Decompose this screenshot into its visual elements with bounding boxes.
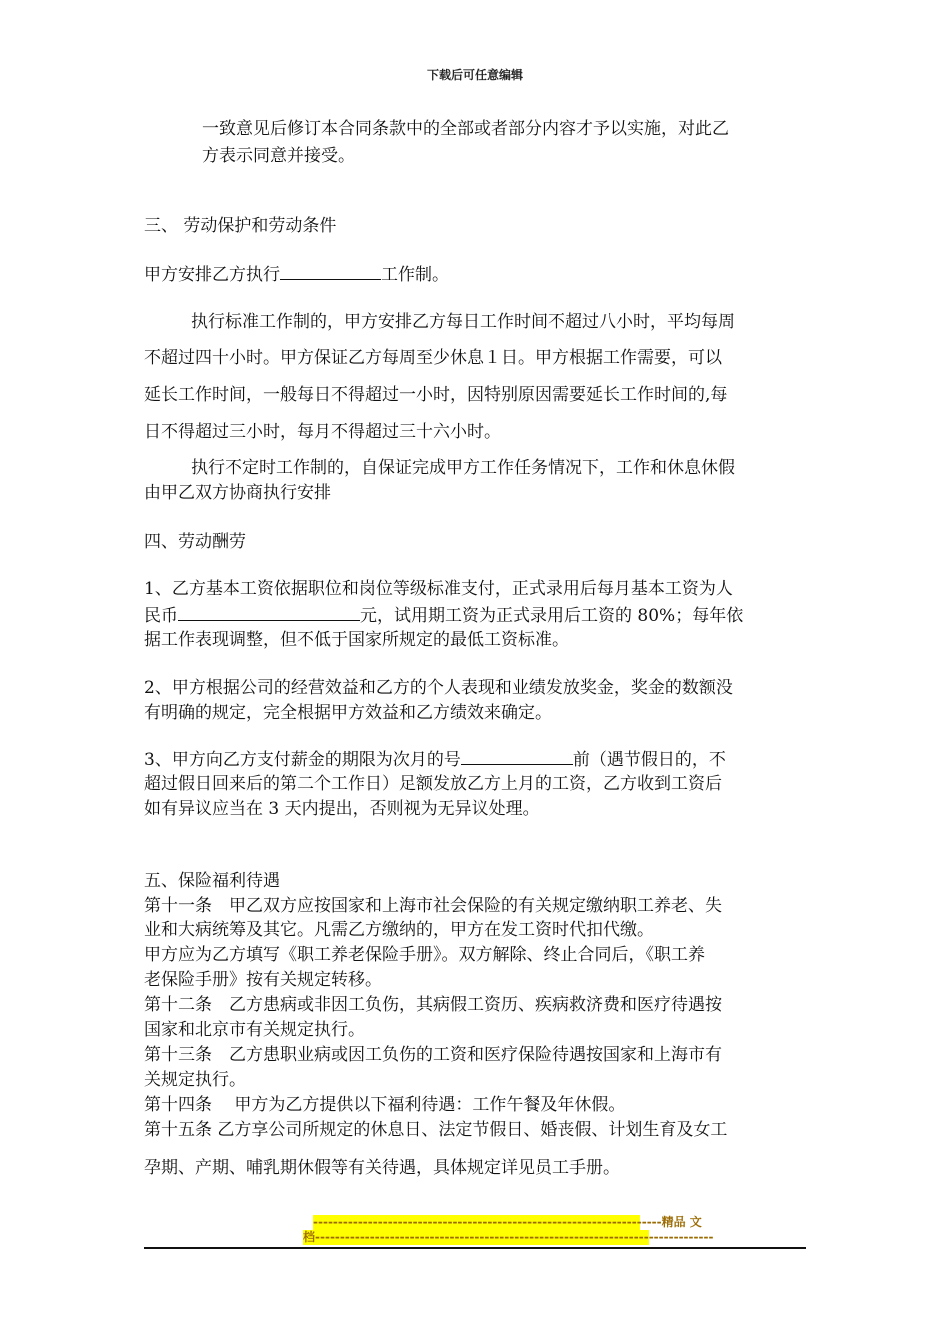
section-heading: 三、 劳动保护和劳动条件 — [144, 216, 337, 236]
paragraph-line: 执行标准工作制的，甲方安排乙方每日工作时间不超过八小时，平均每周 — [191, 312, 735, 332]
paragraph-line: 甲方应为乙方填写《职工养老保险手册》。双方解除、终止合同后，《职工养 — [144, 945, 705, 965]
paragraph-line: 如有异议应当在 3 天内提出，否则视为无异议处理。 — [144, 799, 540, 819]
paragraph-line: 国家和北京市有关规定执行。 — [144, 1020, 365, 1040]
line-text: 3、甲方向乙方支付薪金的期限为次月的号 — [144, 750, 461, 770]
paragraph-line: 有明确的规定，完全根据甲方效益和乙方绩效来确定。 — [144, 703, 552, 723]
fill-in-blank — [280, 262, 381, 280]
fill-in-blank — [178, 603, 360, 621]
section-heading: 四、劳动酬劳 — [144, 532, 246, 552]
line-text: 甲方安排乙方执行 — [144, 265, 280, 285]
paragraph-line: 由甲乙双方协商执行安排 — [144, 483, 331, 503]
paragraph-line: 方表示同意并接受。 — [202, 146, 355, 166]
fill-in-blank — [461, 747, 573, 765]
section-heading: 五、保险福利待遇 — [144, 871, 280, 891]
line-text: 元，试用期工资为正式录用后工资的 80%；每年依 — [360, 606, 744, 626]
line-text: 前（遇节假日的，不 — [572, 750, 726, 770]
paragraph-line: 第十一条 甲乙双方应按国家和上海市社会保险的有关规定缴纳职工养老、失 — [144, 896, 722, 916]
paragraph-line: 一致意见后修订本合同条款中的全部或者部分内容才予以实施，对此乙 — [202, 119, 729, 139]
paragraph-line — [144, 747, 726, 773]
paragraph-line — [144, 262, 449, 288]
line-text: 工作制。 — [381, 265, 449, 285]
paragraph-line: 关规定执行。 — [144, 1070, 246, 1090]
line-text: 民币 — [144, 606, 178, 626]
footer-watermark-line: ----------------------------------------------------------------------精品 文 — [313, 1215, 702, 1229]
paragraph-line: 超过假日回来后的第二个工作日）足额发放乙方上月的工资，乙方收到工资后 — [144, 774, 722, 794]
paragraph-line: 执行不定时工作制的，自保证完成甲方工作任务情况下，工作和休息休假 — [191, 458, 735, 478]
paragraph-line: 第十三条 乙方患职业病或因工负伤的工资和医疗保险待遇按国家和上海市有 — [144, 1045, 722, 1065]
paragraph-line: 延长工作时间，一般每日不得超过一小时，因特别原因需要延长工作时间的,每 — [144, 385, 728, 405]
paragraph-line: 孕期、产期、哺乳期休假等有关待遇，具体规定详见员工手册。 — [144, 1158, 620, 1178]
paragraph-line: 业和大病统筹及其它。凡需乙方缴纳的，甲方在发工资时代扣代缴。 — [144, 920, 654, 940]
paragraph-line: 据工作表现调整，但不低于国家所规定的最低工资标准。 — [144, 630, 569, 650]
paragraph-line: 不超过四十小时。甲方保证乙方每周至少休息１日。甲方根据工作需要，可以 — [144, 348, 722, 368]
footer-watermark-line: 档-------------------------------------------------------------------------------- — [303, 1230, 714, 1244]
paragraph-line: 第十四条 甲方为乙方提供以下福利待遇：工作午餐及年休假。 — [144, 1095, 626, 1115]
footer-divider — [144, 1247, 806, 1249]
paragraph-line: 2、甲方根据公司的经营效益和乙方的个人表现和业绩发放奖金，奖金的数额没 — [144, 678, 733, 698]
paragraph-line: 老保险手册》按有关规定转移。 — [144, 970, 382, 990]
paragraph-line — [144, 603, 743, 629]
paragraph-line: 第十五条 乙方享公司所规定的休息日、法定节假日、婚丧假、计划生育及女工 — [144, 1120, 728, 1140]
paragraph-line: 1、乙方基本工资依据职位和岗位等级标准支付，正式录用后每月基本工资为人 — [144, 579, 733, 599]
paragraph-line: 日不得超过三小时，每月不得超过三十六小时。 — [144, 422, 501, 442]
paragraph-line: 第十二条 乙方患病或非因工负伤，其病假工资历、疾病救济费和医疗待遇按 — [144, 995, 722, 1015]
page-header: 下载后可任意编辑 — [426, 68, 523, 82]
